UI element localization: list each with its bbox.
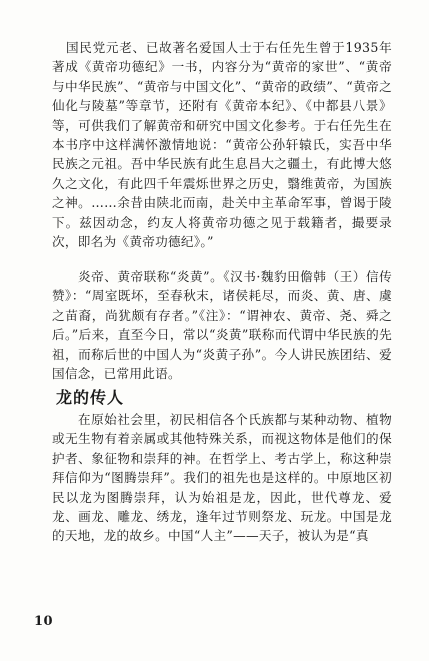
- paragraph-yu-youren: 国民党元老、已故著名爱国人士于右任先生曾于1935年著成《黄帝功德纪》一书，内容分为“黄帝的家世”、“黄帝与中华民族”、“黄帝与中国文化”、“黄帝的政绩”、“黄帝之仙化与陵墓”等章节，还附有《黄帝本纪》、《中都县八景》等，可供我们了解黄帝和研究中国文化参考。于右任先生在本书序中这样满怀激情地说：“黄帝公孙轩辕氏，实吾中华民族之元祖。吾中华民族有此生息昌大之疆土，有此博大悠久之文化，有此四千年震烁世界之历史，翳维黄帝，为国族之神。……余昔由陕北而南，赴关中主革命军事，曾谒于陵下。兹因动念，约友人将黄帝功德之见于载籍者，撮要录次，即名为《黄帝功德纪》。”: [52, 40, 392, 250]
- paragraph-dragon-totem: 在原始社会里，初民相信各个氏族都与某种动物、植物或无生物有着亲属或其他特殊关系，而视这物体是他们的保护者、象征物和崇拜的神。在哲学上、考古学上，称这种崇拜信仰为“图腾崇拜”。我们的祖先也是这样的。中原地区初民以龙为图腾崇拜，认为始祖是龙，因此，世代尊龙、爱龙、画龙、雕龙、绣龙，逢年过节则祭龙、玩龙。中国是龙的天地，龙的故乡。中国“人主”——天子，被认为是“真: [52, 412, 392, 544]
- page-number: 10: [34, 614, 54, 629]
- section-heading: 龙的传人: [56, 388, 125, 407]
- paragraph-yanhuang: 炎帝、黄帝联称“炎黄”。《汉书·魏豹田儋韩（王）信传赞》：“周室既坏，至春秋末，诸侯耗尽，而炎、黄、唐、虞之苗裔，尚犹颇有存者。”《注》：“谓神农、黄帝、尧、舜之后。”后来，直至今日，常以“炎黄”联称而代谓中华民族的先祖，而称后世的中国人为“炎黄子孙”。今人讲民族团结、爱国信念，已常用此语。: [52, 269, 392, 382]
